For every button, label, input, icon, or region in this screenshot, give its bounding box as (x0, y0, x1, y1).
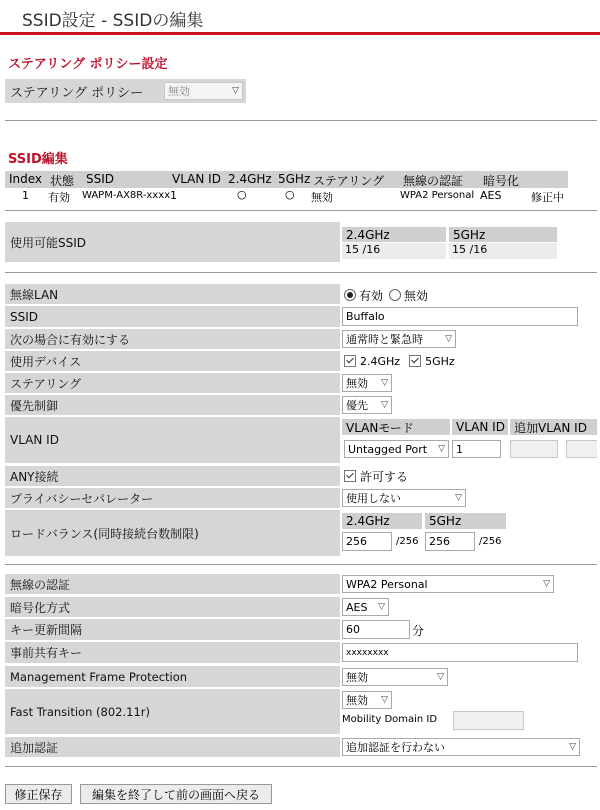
available-v24: 15 /16 (342, 243, 446, 259)
priority-select[interactable] (342, 396, 392, 414)
devices-checks (344, 352, 455, 370)
row-24ghz: ○ (237, 188, 247, 201)
device-24-checkbox[interactable] (344, 355, 356, 367)
priority-value: 優先 (346, 399, 368, 412)
extra-auth-select[interactable] (342, 738, 580, 756)
vlan-add-header: 追加VLAN ID (510, 419, 597, 435)
col-vlan: VLAN ID (172, 172, 221, 186)
key-interval-unit: 分 (412, 624, 425, 638)
key-interval-input[interactable]: 60 (342, 620, 410, 639)
row-ssid: WAPM-AX8R-xxxx (82, 190, 171, 201)
any-value: 許可する (360, 469, 409, 484)
mobility-domain-input[interactable] (453, 711, 524, 730)
row-state: 有効 (48, 191, 70, 204)
mfp-value: 無効 (346, 671, 368, 684)
ssid-edit-section-title: SSID編集 (8, 152, 68, 167)
chevron-down-icon: ▽ (378, 602, 385, 612)
ft-select[interactable] (342, 691, 392, 709)
col-index: Index (9, 172, 43, 186)
row-index: 1 (22, 189, 29, 202)
available-h5: 5GHz (449, 227, 557, 242)
encryption-select[interactable] (342, 598, 389, 616)
ssid-table-header (5, 171, 568, 188)
privacy-value: 使用しない (346, 492, 401, 505)
devices-label: 使用デバイス (5, 351, 340, 371)
privacy-label: プライバシーセパレーター (5, 488, 340, 508)
privacy-select[interactable] (342, 489, 466, 507)
wireless-lan-off-radio[interactable] (389, 289, 401, 301)
vlan-mode-value: Untagged Port (348, 442, 428, 456)
encryption-label: 暗号化方式 (5, 597, 340, 617)
policy-select-value: 無効 (168, 85, 190, 98)
chevron-down-icon: ▽ (437, 672, 444, 682)
title-bar (0, 0, 600, 32)
wireless-lan-on-radio[interactable] (344, 289, 356, 301)
ssid-input[interactable]: Buffalo (342, 307, 578, 326)
steering-select[interactable] (342, 374, 392, 392)
lb-h24: 2.4GHz (342, 513, 422, 529)
row-auth: WPA2 Personal (400, 190, 475, 201)
chevron-down-icon: ▽ (455, 493, 462, 503)
enable-when-select[interactable] (342, 330, 456, 348)
enable-when-label: 次の場合に有効にする (5, 329, 340, 349)
chevron-down-icon: ▽ (543, 579, 550, 589)
chevron-down-icon: ▽ (381, 695, 388, 705)
key-interval-label: キー更新間隔 (5, 619, 340, 640)
wireless-lan-on-label: 有効 (359, 288, 384, 303)
row-status: 修正中 (531, 191, 564, 204)
vlan-add-input[interactable] (510, 440, 558, 458)
col-5ghz: 5GHz (278, 172, 311, 186)
any-check (344, 467, 408, 485)
policy-select[interactable] (164, 82, 243, 100)
vlan-id-input[interactable]: 1 (452, 440, 501, 458)
divider (5, 766, 597, 767)
chevron-down-icon: ▽ (445, 334, 452, 344)
device-5-checkbox[interactable] (409, 355, 421, 367)
lb-5-max: /256 (479, 536, 502, 547)
page-title: SSID設定 - SSIDの編集 (22, 11, 204, 31)
divider (5, 120, 597, 121)
row-vlan: 1 (170, 189, 177, 202)
save-button[interactable]: 修正保存 (5, 784, 72, 804)
divider (5, 210, 597, 211)
policy-label: ステアリング ポリシー (5, 79, 158, 103)
col-state: 状態 (50, 174, 75, 188)
col-steering: ステアリング (313, 174, 385, 188)
divider (5, 272, 597, 273)
extra-auth-value: 追加認証を行わない (346, 741, 445, 754)
device-24-label: 2.4GHz (360, 354, 401, 368)
col-ssid: SSID (86, 172, 115, 186)
auth-label: 無線の認証 (5, 574, 340, 594)
col-encryption: 暗号化 (483, 174, 520, 188)
ssid-label: SSID (5, 306, 340, 327)
enable-when-value: 通常時と緊急時 (346, 333, 423, 346)
vlan-id-header: VLAN ID (452, 419, 508, 435)
vlan-add-input-2[interactable] (566, 440, 597, 458)
wireless-lan-radios (344, 286, 428, 304)
encryption-value: AES (346, 600, 368, 614)
auth-value: WPA2 Personal (346, 577, 428, 591)
chevron-down-icon: ▽ (232, 86, 239, 96)
steering-value: 無効 (346, 377, 368, 390)
chevron-down-icon: ▽ (381, 378, 388, 388)
row-steering: 無効 (311, 191, 333, 204)
steering-label: ステアリング (5, 373, 340, 393)
lb-24-max: /256 (396, 536, 419, 547)
row-5ghz: ○ (285, 188, 295, 201)
vlan-mode-header: VLANモード (342, 419, 450, 435)
wireless-lan-off-label: 無効 (404, 288, 429, 303)
chevron-down-icon: ▽ (381, 400, 388, 410)
divider (5, 564, 597, 565)
extra-auth-label: 追加認証 (5, 737, 340, 757)
priority-label: 優先制御 (5, 395, 340, 415)
back-button[interactable]: 編集を終了して前の画面へ戻る (80, 784, 272, 804)
chevron-down-icon: ▽ (438, 444, 445, 454)
mobility-domain-label: Mobility Domain ID (342, 714, 438, 725)
row-encryption: AES (480, 189, 502, 202)
ft-label: Fast Transition (802.11r) (5, 689, 340, 734)
load-balance-label: ロードバランス(同時接続台数制限) (5, 510, 340, 556)
vlan-mode-select[interactable] (344, 440, 449, 458)
mfp-select[interactable] (342, 668, 448, 686)
any-checkbox[interactable] (344, 470, 356, 482)
psk-input[interactable]: xxxxxxxx (342, 643, 578, 662)
lb-24-input[interactable]: 256 (342, 532, 392, 551)
lb-5-input[interactable]: 256 (425, 532, 475, 551)
ft-value: 無効 (346, 694, 368, 707)
wireless-lan-label: 無線LAN (5, 284, 340, 304)
available-ssid-label: 使用可能SSID (5, 222, 340, 262)
any-label: ANY接続 (5, 466, 340, 486)
auth-select[interactable] (342, 575, 554, 593)
table-row (5, 188, 568, 204)
available-v5: 15 /16 (449, 243, 557, 259)
col-auth: 無線の認証 (403, 174, 464, 188)
chevron-down-icon: ▽ (569, 742, 576, 752)
title-underline (0, 32, 600, 35)
available-h24: 2.4GHz (342, 227, 446, 242)
vlan-label: VLAN ID (5, 417, 340, 463)
psk-label: 事前共有キー (5, 642, 340, 663)
lb-h5: 5GHz (425, 513, 506, 529)
device-5-label: 5GHz (425, 354, 455, 368)
mfp-label: Management Frame Protection (5, 666, 340, 687)
col-24ghz: 2.4GHz (228, 172, 272, 186)
policy-section-title: ステアリング ポリシー設定 (8, 57, 168, 72)
